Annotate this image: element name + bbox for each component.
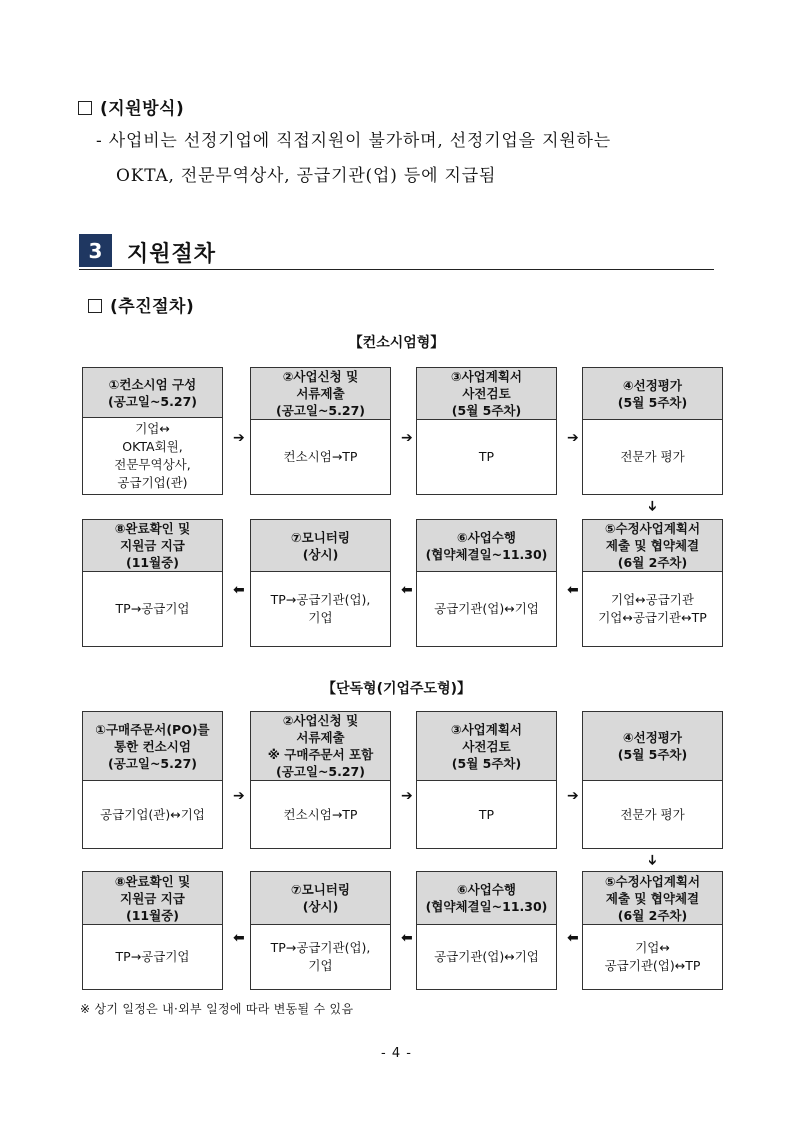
step-card-4 [582, 367, 723, 495]
step-actors: TP→공급기업 [115, 601, 190, 616]
step-card-3 [416, 711, 557, 849]
step-actors: 공급기관(업)↔기업 [434, 601, 539, 616]
arrow-right-icon: ➔ [233, 787, 245, 804]
step-title: ①구매주문서(PO)를 통한 컨소시엄 (공고일~5.27) [83, 712, 222, 781]
step-actors: 컨소시엄→TP [283, 806, 358, 822]
step-title: ⑦모니터링 (상시) [251, 872, 390, 925]
arrow-down-icon: ➔ [643, 500, 660, 512]
support-method-heading [78, 94, 184, 119]
arrow-right-icon: ➔ [567, 787, 579, 804]
step-card-7 [250, 871, 391, 990]
step-title: ①컨소시엄 구성 (공고일~5.27) [83, 368, 222, 418]
procedure-heading-text: (추진절차) [110, 297, 195, 317]
step-title: ⑤수정사업계획서 제출 및 협약체결 (6월 2주차) [583, 872, 722, 925]
step-actors: 전문가 평가 [620, 449, 685, 464]
step-actors: 컨소시엄→TP [283, 449, 358, 464]
step-title: ⑥사업수행 (협약체결일~11.30) [417, 520, 556, 572]
step-actors: 공급기업(관)↔기업 [100, 806, 205, 822]
step-actors: TP→공급기관(업), 기업 [270, 940, 371, 973]
step-card-7 [250, 519, 391, 647]
section-divider [79, 269, 714, 270]
step-title: ⑧완료확인 및 지원금 지급 (11월중) [83, 872, 222, 925]
step-card-6 [416, 871, 557, 990]
support-method-line-2: OKTA, 전문무역상사, 공급기관(업) 등에 지급됨 [116, 166, 497, 186]
step-actors: 전문가 평가 [620, 806, 685, 822]
step-title: ③사업계획서 사전검토 (5월 5주차) [417, 712, 556, 781]
procedure-heading [88, 292, 194, 317]
step-actors: 기업↔ 공급기관(업)↔TP [604, 940, 701, 973]
single-diagram [0, 678, 793, 698]
step-title: ④선정평가 (5월 5주차) [583, 368, 722, 420]
step-card-4 [582, 711, 723, 849]
diagram-title: 【컨소시엄형】 [348, 335, 445, 351]
step-card-2 [250, 711, 391, 849]
arrow-left-icon: ⬅ [567, 930, 579, 946]
step-title: ⑥사업수행 (협약체결일~11.30) [417, 872, 556, 925]
step-card-6 [416, 519, 557, 647]
support-method-heading-text: (지원방식) [100, 99, 185, 119]
diagram-title: 【단독형(기업주도형)】 [322, 681, 471, 697]
arrow-left-icon: ⬅ [401, 930, 413, 946]
checkbox-square-icon [88, 299, 102, 313]
step-card-1 [82, 367, 223, 495]
support-method-line-1: - 사업비는 선정기업에 직접지원이 불가하며, 선정기업을 지원하는 [96, 131, 611, 151]
step-title: ⑤수정사업계획서 제출 및 협약체결 (6월 2주차) [583, 520, 722, 572]
step-title: ⑧완료확인 및 지원금 지급 (11월중) [83, 520, 222, 572]
step-card-3 [416, 367, 557, 495]
arrow-right-icon: ➔ [401, 787, 413, 804]
arrow-right-icon: ➔ [233, 430, 245, 446]
step-card-5 [582, 519, 723, 647]
consortium-diagram [0, 332, 793, 352]
arrow-left-icon: ⬅ [567, 582, 579, 598]
step-actors: TP [478, 449, 495, 464]
step-actors: TP→공급기관(업), 기업 [270, 592, 371, 625]
step-title: ③사업계획서 사전검토 (5월 5주차) [417, 368, 556, 420]
section-title: 지원절차 [127, 242, 217, 267]
section-number-badge: 3 [79, 234, 112, 267]
arrow-left-icon: ⬅ [401, 582, 413, 598]
step-card-1 [82, 711, 223, 849]
step-actors: TP [478, 806, 495, 822]
schedule-note: ※ 상기 일정은 내·외부 일정에 따라 변동될 수 있음 [80, 1002, 354, 1016]
step-actors: TP→공급기업 [115, 949, 190, 964]
step-card-5 [582, 871, 723, 990]
step-title: ⑦모니터링 (상시) [251, 520, 390, 572]
arrow-right-icon: ➔ [567, 430, 579, 446]
arrow-left-icon: ⬅ [233, 582, 245, 598]
step-title: ④선정평가 (5월 5주차) [583, 712, 722, 781]
step-card-8 [82, 871, 223, 990]
step-card-8 [82, 519, 223, 647]
step-title: ②사업신청 및 서류제출 (공고일~5.27) [251, 368, 390, 420]
step-actors: 기업↔공급기관 기업↔공급기관↔TP [598, 592, 707, 625]
arrow-left-icon: ⬅ [233, 930, 245, 946]
step-card-2 [250, 367, 391, 495]
checkbox-square-icon [78, 101, 92, 115]
step-actors: 공급기관(업)↔기업 [434, 949, 539, 964]
step-actors: 기업↔ OKTA회원, 전문무역상사, 공급기업(관) [114, 421, 191, 490]
page-number: - 4 - [381, 1046, 412, 1061]
arrow-right-icon: ➔ [401, 430, 413, 446]
step-title: ②사업신청 및 서류제출 ※ 구매주문서 포함 (공고일~5.27) [251, 712, 390, 781]
arrow-down-icon: ➔ [643, 854, 660, 866]
